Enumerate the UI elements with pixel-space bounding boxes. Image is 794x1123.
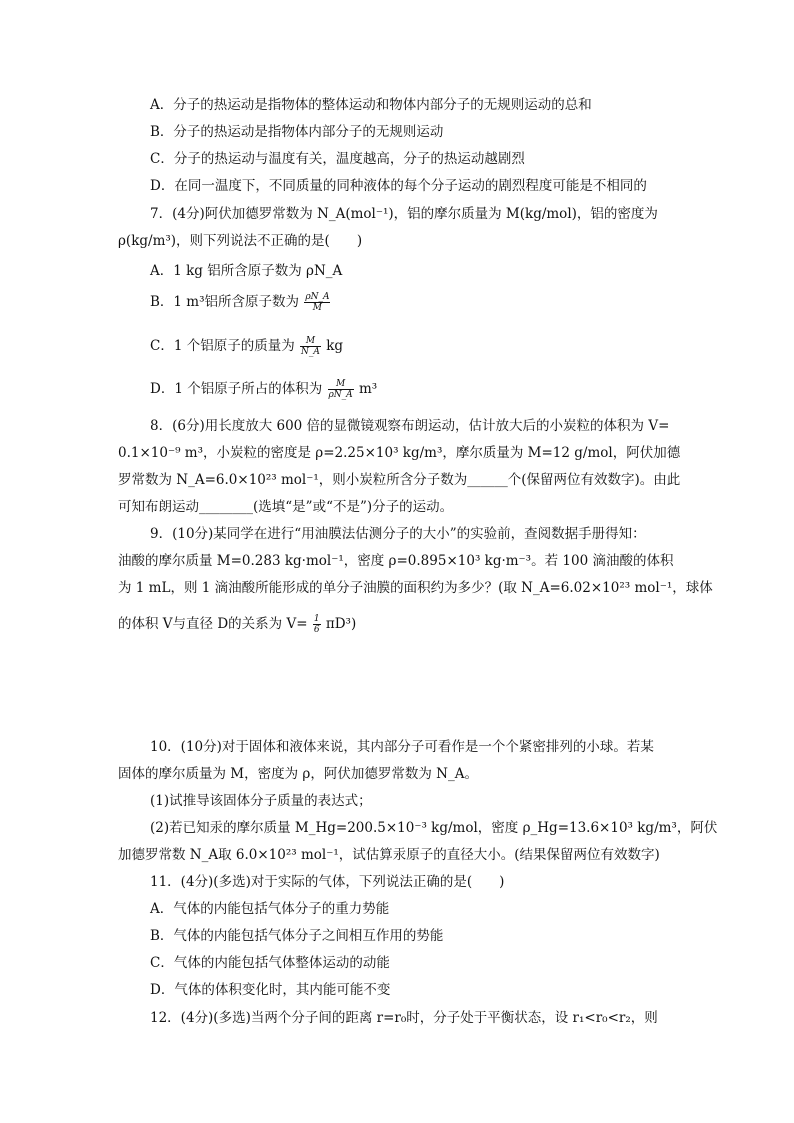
option-7d-text: D．1 个铝原子所占的体积为: [150, 381, 323, 397]
question-7-stem: 7．(4分)阿伏加德罗常数为 N_A(mol⁻¹)，铝的摩尔质量为 M(kg/mol)，铝的密度为: [150, 206, 658, 222]
question-9-line4: [118, 614, 356, 635]
option-11c: C．气体的内能包括气体整体运动的动能: [150, 955, 390, 971]
option-6b: B．分子的热运动是指物体内部分子的无规则运动: [150, 124, 444, 140]
fraction-d-den: ρN_A: [328, 390, 353, 400]
question-9-line3: 为 1 mL，则 1 滴油酸所能形成的单分子油膜的面积约为多少？(取 N_A=6.02×10²³ mol⁻¹，球体: [118, 580, 713, 596]
question-11-stem: 11．(4分)(多选)对于实际的气体，下列说法正确的是( ): [150, 874, 505, 890]
option-7c: [150, 336, 343, 357]
option-7c-unit: kg: [326, 338, 344, 354]
question-8-line2: 0.1×10⁻⁹ m³，小炭粒的密度是 ρ=2.25×10³ kg/m³，摩尔质量为 M=12 g/mol，阿伏加德: [118, 445, 681, 461]
fraction-c: [300, 336, 321, 357]
question-9-line2: 油酸的摩尔质量 M=0.283 kg·mol⁻¹，密度 ρ=0.895×10³ kg·m⁻³。若 100 滴油酸的体积: [118, 553, 674, 569]
fraction-v: [313, 614, 321, 635]
option-7c-text: C．1 个铝原子的质量为: [150, 338, 295, 354]
fraction-b: [304, 292, 330, 313]
question-10-stem: 10．(10分)对于固体和液体来说，其内部分子可看作是一个个紧密排列的小球。若某: [150, 739, 654, 755]
option-7b: [150, 292, 331, 313]
question-7-stem-cont: ρ(kg/m³)，则下列说法不正确的是( ): [118, 233, 363, 249]
fraction-d: [328, 379, 354, 400]
option-6c: C．分子的热运动与温度有关，温度越高，分子的热运动越剧烈: [150, 151, 525, 167]
fraction-c-num: M: [300, 336, 321, 347]
option-11d: D．气体的体积变化时，其内能可能不变: [150, 982, 391, 998]
option-7d-unit: m³: [358, 381, 378, 397]
option-7b-text: B．1 m³铝所含原子数为: [150, 294, 300, 310]
question-8-stem: 8．(6分)用长度放大 600 倍的显微镜观察布朗运动，估计放大后的小炭粒的体积为 V=: [150, 418, 670, 434]
fraction-b-den: M: [312, 303, 322, 313]
option-11b: B．气体的内能包括气体分子之间相互作用的势能: [150, 928, 444, 944]
question-12-stem: 12．(4分)(多选)当两个分子间的距离 r=r₀时，分子处于平衡状态，设 r₁<r₀<r₂，则: [150, 1010, 658, 1026]
fraction-c-den: N_A: [301, 347, 320, 357]
option-11a: A．气体的内能包括气体分子的重力势能: [150, 901, 390, 917]
option-7d: [150, 379, 377, 400]
option-7a: A．1 kg 铝所含原子数为 ρN_A: [150, 263, 343, 279]
question-8-line3: 罗常数为 N_A=6.0×10²³ mol⁻¹，则小炭粒所含分子数为______个(保留两位有效数字)。由此: [118, 472, 681, 488]
question-10-part2-cont: 加德罗常数 N_A取 6.0×10²³ mol⁻¹，试估算汞原子的直径大小。(结果保留两位有效数字): [118, 847, 660, 863]
fraction-d-num: M: [328, 379, 354, 390]
question-9-line4-text: 的体积 V与直径 D的关系为 V=: [118, 616, 308, 632]
question-9-stem: 9．(10分)某同学在进行“用油膜法估测分子的大小”的实验前，查阅数据手册得知：: [150, 526, 646, 542]
option-6a: A．分子的热运动是指物体的整体运动和物体内部分子的无规则运动的总和: [150, 97, 592, 113]
question-8-line4: 可知布朗运动________(选填“是”或“不是”)分子的运动。: [118, 499, 454, 515]
fraction-v-num: 1: [313, 614, 320, 624]
question-9-line4-end: πD³): [325, 616, 357, 632]
fraction-v-den: 6: [313, 625, 320, 635]
question-10-part1: (1)试推导该固体分子质量的表达式；: [150, 793, 372, 809]
question-10-line2: 固体的摩尔质量为 M，密度为 ρ，阿伏加德罗常数为 N_A。: [118, 766, 478, 782]
fraction-b-num: ρN_A: [305, 292, 330, 302]
option-6d: D．在同一温度下，不同质量的同种液体的每个分子运动的剧烈程度可能是不相同的: [150, 178, 647, 194]
question-10-part2: (2)若已知汞的摩尔质量 M_Hg=200.5×10⁻³ kg/mol，密度 ρ_Hg=13.6×10³ kg/m³，阿伏: [150, 820, 718, 836]
